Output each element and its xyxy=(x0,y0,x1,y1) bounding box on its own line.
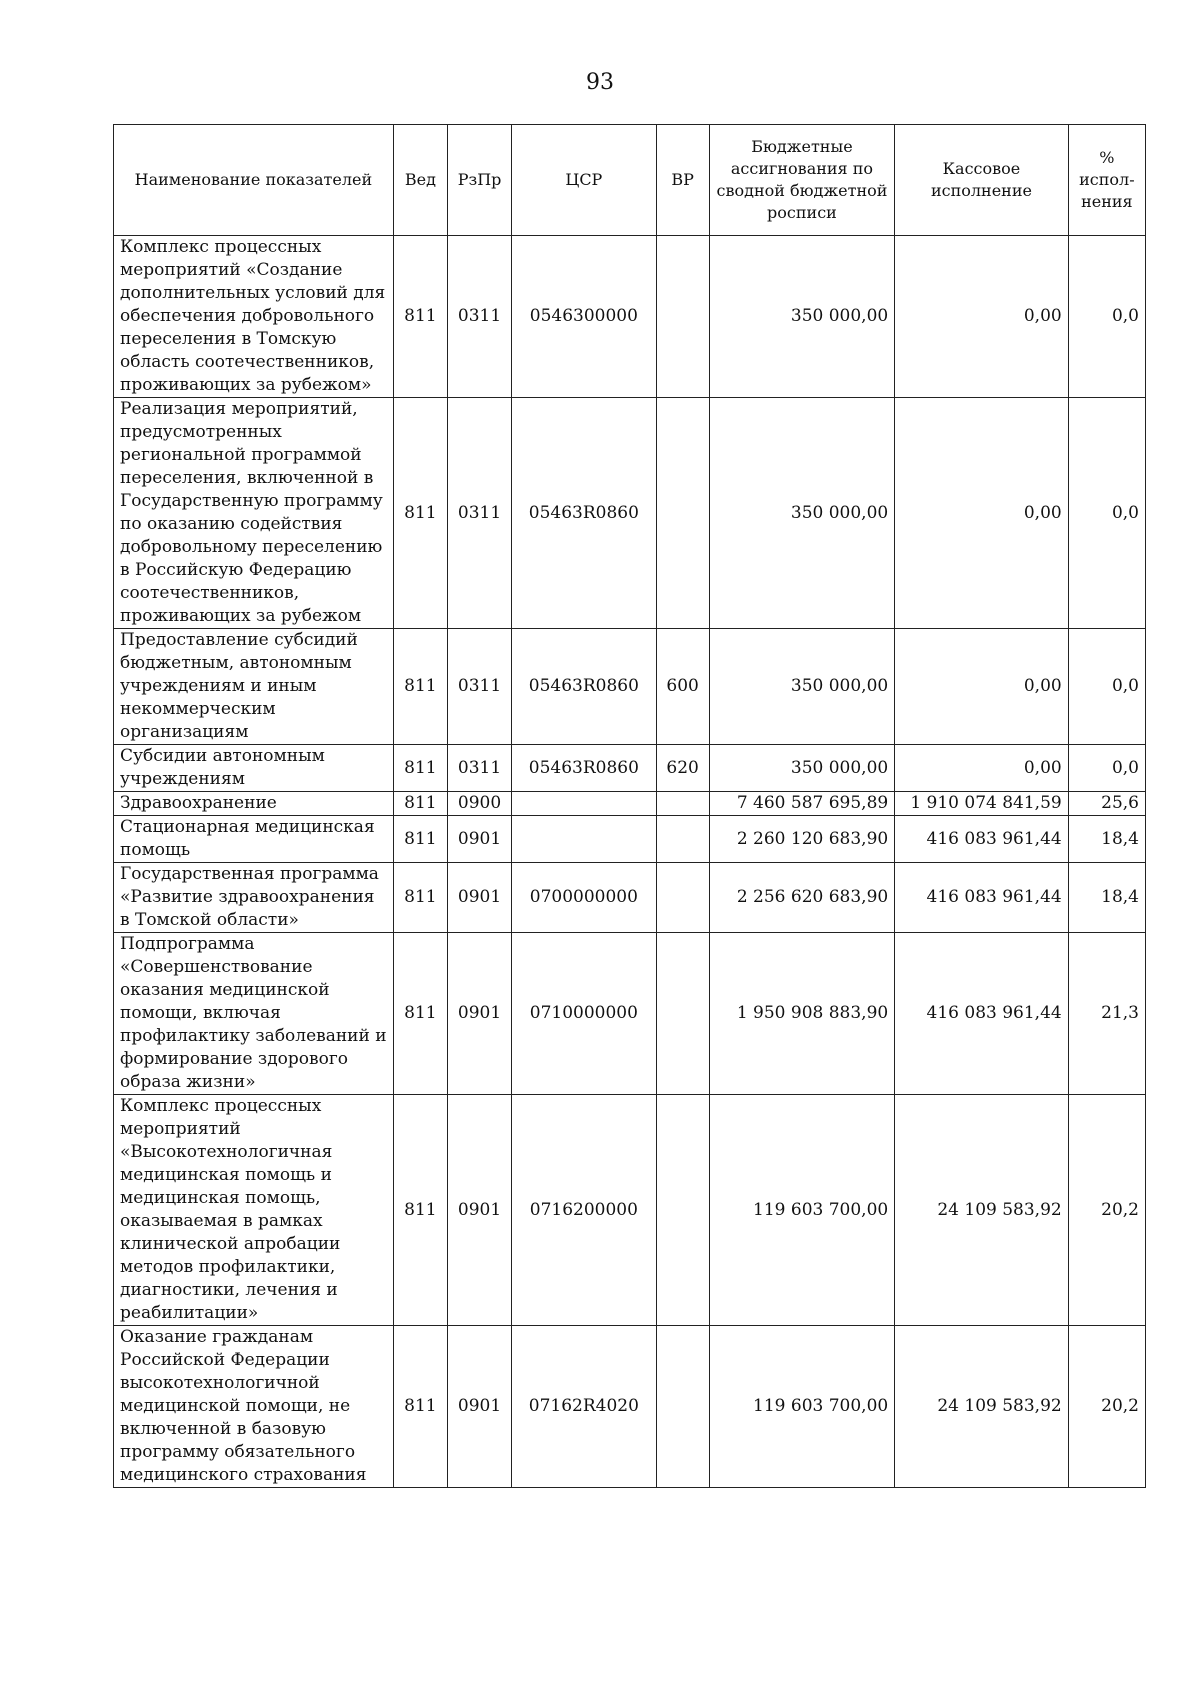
row-ved: 811 xyxy=(393,745,447,792)
row-csr: 05463R0860 xyxy=(512,398,656,629)
row-cash: 1 910 074 841,59 xyxy=(895,792,1069,816)
row-vr xyxy=(656,863,709,933)
row-rzpr: 0901 xyxy=(447,933,511,1095)
row-cash: 24 109 583,92 xyxy=(895,1326,1069,1488)
row-csr: 0716200000 xyxy=(512,1095,656,1326)
row-rzpr: 0901 xyxy=(447,1095,511,1326)
table-row xyxy=(114,236,1146,398)
row-cash: 0,00 xyxy=(895,236,1069,398)
header-csr: ЦСР xyxy=(512,125,656,236)
row-pct: 0,0 xyxy=(1068,745,1145,792)
row-ved: 811 xyxy=(393,236,447,398)
row-budget: 119 603 700,00 xyxy=(709,1326,895,1488)
row-cash: 416 083 961,44 xyxy=(895,933,1069,1095)
row-pct: 0,0 xyxy=(1068,629,1145,745)
header-rzpr: РзПр xyxy=(447,125,511,236)
budget-execution-table xyxy=(113,124,1146,1488)
row-csr: 05463R0860 xyxy=(512,745,656,792)
row-name: Здравоохранение xyxy=(114,792,394,816)
row-cash: 0,00 xyxy=(895,745,1069,792)
row-csr: 07162R4020 xyxy=(512,1326,656,1488)
row-pct: 0,0 xyxy=(1068,398,1145,629)
row-csr: 05463R0860 xyxy=(512,629,656,745)
table-row xyxy=(114,863,1146,933)
table-row xyxy=(114,792,1146,816)
header-name: Наименование показателей xyxy=(114,125,394,236)
table-row xyxy=(114,1095,1146,1326)
row-budget: 350 000,00 xyxy=(709,745,895,792)
row-vr xyxy=(656,236,709,398)
row-pct: 18,4 xyxy=(1068,863,1145,933)
row-pct: 20,2 xyxy=(1068,1095,1145,1326)
row-vr xyxy=(656,933,709,1095)
row-rzpr: 0311 xyxy=(447,236,511,398)
row-pct: 0,0 xyxy=(1068,236,1145,398)
row-ved: 811 xyxy=(393,629,447,745)
page-number: 93 xyxy=(586,70,614,95)
row-name: Комплекс процессных мероприятий «Высокотехнологичная медицинская помощь и медицинская помощь, оказываемая в рамках клинической апробации методов профилактики, диагностики, лечения и реабилитации» xyxy=(114,1095,394,1326)
row-name: Стационарная медицинская помощь xyxy=(114,816,394,863)
header-pct: % испол-нения xyxy=(1068,125,1145,236)
row-vr: 620 xyxy=(656,745,709,792)
row-name: Государственная программа «Развитие здравоохранения в Томской области» xyxy=(114,863,394,933)
row-pct: 21,3 xyxy=(1068,933,1145,1095)
row-vr xyxy=(656,1326,709,1488)
row-rzpr: 0311 xyxy=(447,629,511,745)
row-budget: 2 260 120 683,90 xyxy=(709,816,895,863)
table-row xyxy=(114,745,1146,792)
row-ved: 811 xyxy=(393,1095,447,1326)
row-cash: 0,00 xyxy=(895,398,1069,629)
row-vr: 600 xyxy=(656,629,709,745)
row-budget: 7 460 587 695,89 xyxy=(709,792,895,816)
row-budget: 350 000,00 xyxy=(709,236,895,398)
row-ved: 811 xyxy=(393,816,447,863)
table-row xyxy=(114,398,1146,629)
row-ved: 811 xyxy=(393,398,447,629)
row-ved: 811 xyxy=(393,792,447,816)
row-pct: 20,2 xyxy=(1068,1326,1145,1488)
row-budget: 350 000,00 xyxy=(709,629,895,745)
table-row xyxy=(114,629,1146,745)
row-cash: 24 109 583,92 xyxy=(895,1095,1069,1326)
row-name: Комплекс процессных мероприятий «Создание дополнительных условий для обеспечения добровольного переселения в Томскую область соотечественников, проживающих за рубежом» xyxy=(114,236,394,398)
row-csr xyxy=(512,792,656,816)
row-cash: 416 083 961,44 xyxy=(895,863,1069,933)
row-name: Подпрограмма «Совершенствование оказания медицинской помощи, включая профилактику заболеваний и формирование здорового образа жизни» xyxy=(114,933,394,1095)
row-budget: 119 603 700,00 xyxy=(709,1095,895,1326)
row-csr: 0546300000 xyxy=(512,236,656,398)
row-vr xyxy=(656,1095,709,1326)
table-header-row xyxy=(114,125,1146,236)
header-ved: Вед xyxy=(393,125,447,236)
header-cash: Кассовое исполнение xyxy=(895,125,1069,236)
row-cash: 0,00 xyxy=(895,629,1069,745)
table-row xyxy=(114,816,1146,863)
row-cash: 416 083 961,44 xyxy=(895,816,1069,863)
row-name: Субсидии автономным учреждениям xyxy=(114,745,394,792)
row-name: Реализация мероприятий, предусмотренных региональной программой переселения, включенной в Государственную программу по оказанию содействия добровольному переселению в Российскую Федерацию соотечественников, проживающих за рубежом xyxy=(114,398,394,629)
row-rzpr: 0901 xyxy=(447,1326,511,1488)
header-budget: Бюджетные ассигнования по сводной бюджетной росписи xyxy=(709,125,895,236)
row-ved: 811 xyxy=(393,1326,447,1488)
row-rzpr: 0311 xyxy=(447,398,511,629)
row-budget: 1 950 908 883,90 xyxy=(709,933,895,1095)
row-vr xyxy=(656,816,709,863)
row-rzpr: 0900 xyxy=(447,792,511,816)
row-ved: 811 xyxy=(393,863,447,933)
row-pct: 18,4 xyxy=(1068,816,1145,863)
row-vr xyxy=(656,398,709,629)
row-name: Предоставление субсидий бюджетным, автономным учреждениям и иным некоммерческим организациям xyxy=(114,629,394,745)
header-vr: ВР xyxy=(656,125,709,236)
row-pct: 25,6 xyxy=(1068,792,1145,816)
row-rzpr: 0311 xyxy=(447,745,511,792)
row-rzpr: 0901 xyxy=(447,863,511,933)
row-budget: 2 256 620 683,90 xyxy=(709,863,895,933)
table-row xyxy=(114,1326,1146,1488)
row-csr: 0710000000 xyxy=(512,933,656,1095)
row-name: Оказание гражданам Российской Федерации высокотехнологичной медицинской помощи, не включенной в базовую программу обязательного медицинского страхования xyxy=(114,1326,394,1488)
row-ved: 811 xyxy=(393,933,447,1095)
row-budget: 350 000,00 xyxy=(709,398,895,629)
row-vr xyxy=(656,792,709,816)
table-row xyxy=(114,933,1146,1095)
row-rzpr: 0901 xyxy=(447,816,511,863)
row-csr xyxy=(512,816,656,863)
row-csr: 0700000000 xyxy=(512,863,656,933)
